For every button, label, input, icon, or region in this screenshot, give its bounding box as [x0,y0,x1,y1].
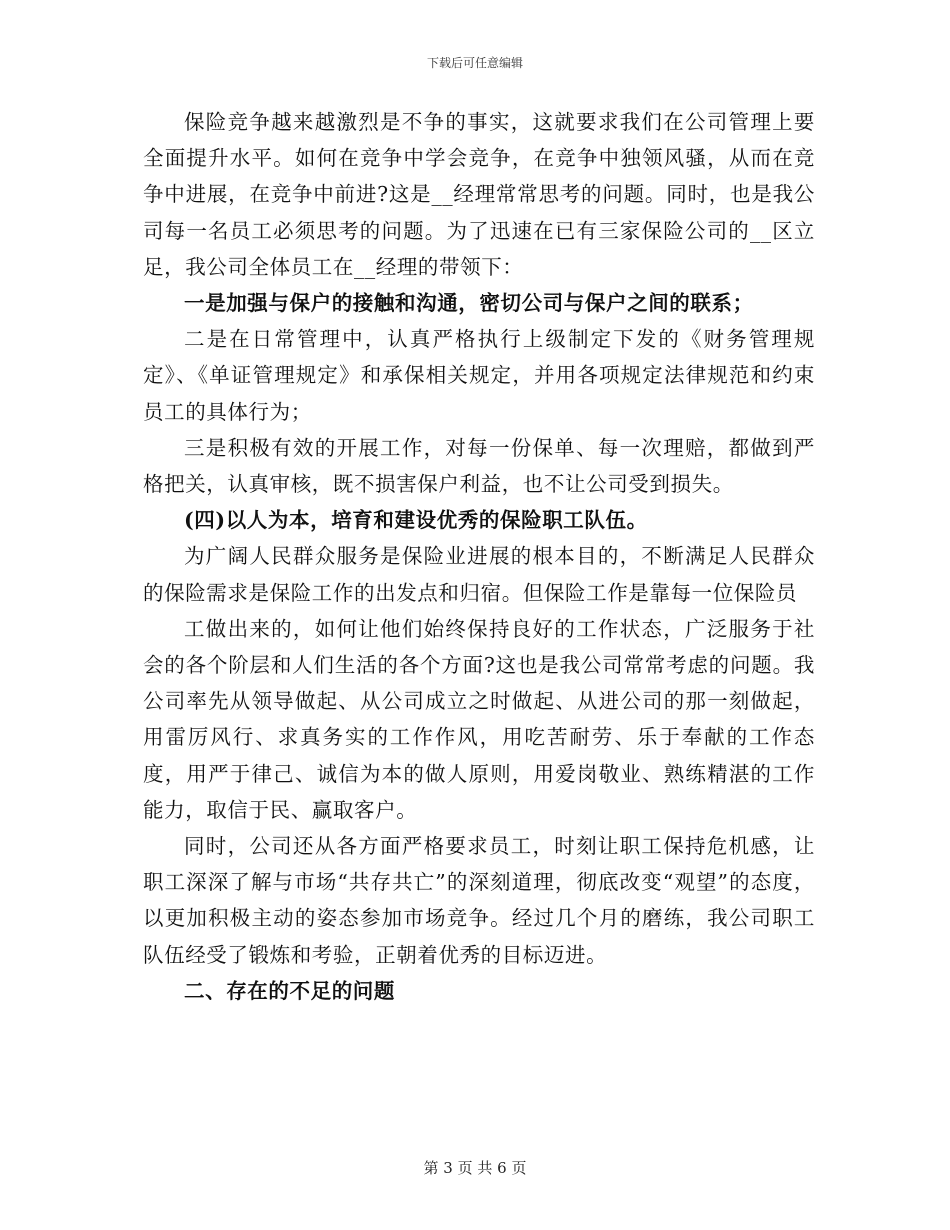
paragraph-point-one: 一是加强与保户的接触和沟通，密切公司与保户之间的联系； [184,291,754,316]
page-header: 下载后可任意编辑 [426,56,523,70]
paragraph-point-three: 三是积极有效的开展工作，对每一份保单、每一次理赔，都做到严格把关，认真审核，既不损害保户利益，也不让公司受到损失。 [143,435,815,497]
page-number: 第 3 页 共 6 页 [423,1159,527,1177]
document-body [143,104,815,1009]
section-heading-problems: 二、存在的不足的问题 [184,978,395,1003]
paragraph-work-attitude: 工做出来的，如何让他们始终保持良好的工作状态，广泛服务于社会的各个阶层和人们生活的各个方面?这也是我公司常常考虑的问题。我公司率先从领导做起、从公司成立之时做起、从进公司的那一刻做起，用雷厉风行、求真务实的工作作风，用吃苦耐劳、乐于奉献的工作态度，用严于律己、诚信为本的做人原则，用爱岗敬业、熟练精湛的工作能力，取信于民、赢取客户。 [143,616,815,822]
paragraph-staff-requirements: 同时，公司还从各方面严格要求员工，时刻让职工保持危机感，让职工深深了解与市场“共存共亡”的深刻道理，彻底改变“观望”的态度，以更加积极主动的姿态参加市场竞争。经过几个月的磨练，我公司职工队伍经受了锻炼和考验，正朝着优秀的目标迈进。 [143,834,815,967]
paragraph-intro: 保险竞争越来越激烈是不争的事实，这就要求我们在公司管理上要全面提升水平。如何在竞争中学会竞争，在竞争中独领风骚，从而在竞争中进展，在竞争中前进?这是__经理常常思考的问题。同时，也是我公司每一名员工必须思考的问题。为了迅速在已有三家保险公司的__区立足，我公司全体员工在__经理的带领下： [143,110,815,279]
section-heading-four: (四)以人为本，培育和建设优秀的保险职工队伍。 [184,508,648,533]
paragraph-point-two: 二是在日常管理中，认真严格执行上级制定下发的《财务管理规定》、《单证管理规定》和承保相关规定，并用各项规定法律规范和约束员工的具体行为； [143,327,815,424]
paragraph-service-purpose: 为广阔人民群众服务是保险业进展的根本目的，不断满足人民群众的保险需求是保险工作的出发点和归宿。但保险工作是靠每一位保险员 [143,544,815,605]
